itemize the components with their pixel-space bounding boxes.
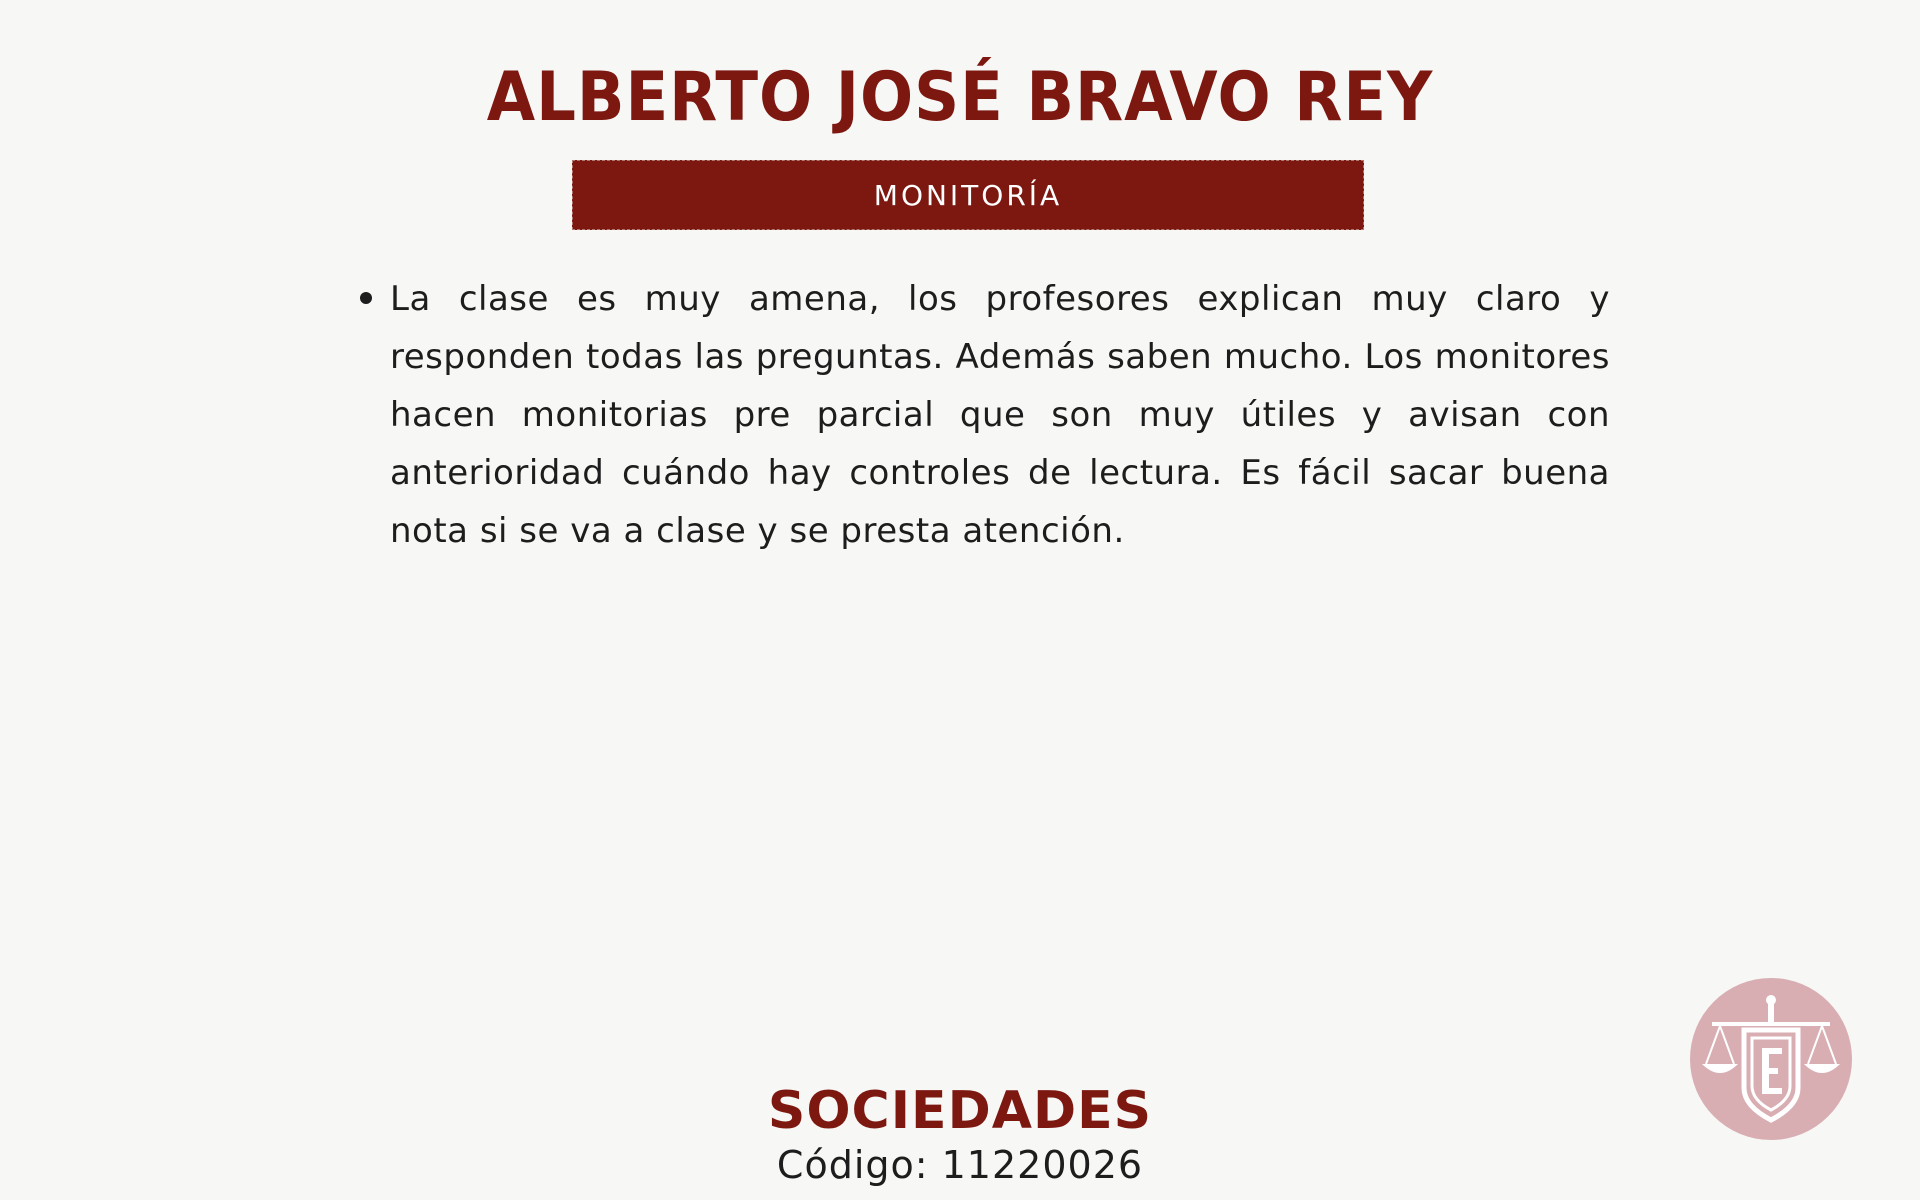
comment-text: La clase es muy amena, los profesores explican muy claro y responden todas las preguntas. Además saben mucho. Los monitores hacen monitorias pre parcial que son muy útiles y avisan con anterioridad cuándo hay controles de lectura. Es fácil sacar buena nota si se va a clase y se presta atención. — [390, 279, 1610, 551]
section-banner — [572, 160, 1364, 230]
comment-item — [356, 270, 1610, 560]
subject-code: Código: 11220026 — [776, 1143, 1144, 1187]
professor-name: ALBERTO JOSÉ BRAVO REY — [486, 58, 1434, 137]
scales-of-justice-shield-icon — [1690, 978, 1852, 1140]
section-label: MONITORÍA — [873, 178, 1063, 212]
bullet-icon — [360, 292, 372, 304]
comment-list — [356, 270, 1610, 560]
subject-title: SOCIEDADES — [767, 1081, 1153, 1141]
